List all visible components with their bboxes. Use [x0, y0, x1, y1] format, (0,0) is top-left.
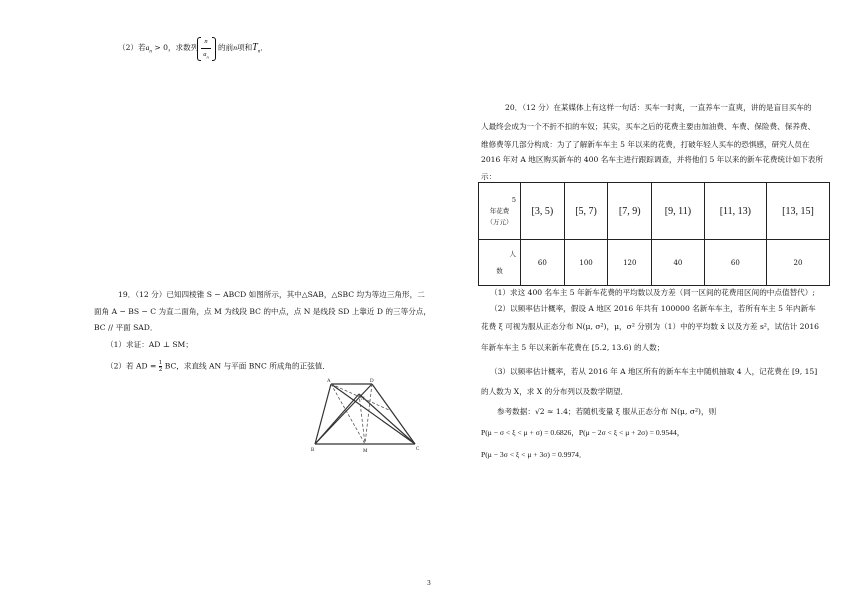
table-cell-interval: [9, 11)	[652, 183, 705, 240]
table-cell-interval: [5, 7)	[564, 183, 608, 240]
q20-sub2-line3: 年新车车主 5 年以来新车花费在 [5.2, 13.6) 的人数；	[481, 343, 665, 352]
table-cell-count: 40	[652, 240, 705, 286]
table-cell-interval: [11, 13)	[704, 183, 766, 240]
q20-line-4: 2016 年对 A 地区购买新车的 400 名车主进行跟踪调查，并将他们 5 年以来的新车花费统计如下表所	[481, 155, 823, 164]
part2-var-a: a	[145, 43, 150, 52]
q20-line-2: 人最终会成为一个不折不扣的车奴；其实，买车之后的花费主要由加油费、车费、保险费、保养费、	[481, 122, 816, 131]
part2-frac-den: $a_n$	[203, 51, 209, 60]
table-cell-count: 20	[766, 240, 829, 286]
part2-frac-bar	[201, 48, 211, 49]
table-cell-count: 60	[704, 240, 766, 286]
reference-data-line2: P(μ − σ < ξ < μ + σ) = 0.6826，P(μ − 2σ < ξ < μ + 2σ) = 0.9544，	[481, 428, 685, 437]
part2-var-a-sub: n	[149, 49, 152, 55]
page-number: 3	[427, 580, 431, 587]
table-header-cost: 5 年花费 （万元）	[479, 183, 521, 240]
figure-label-n: N	[361, 397, 365, 402]
table-row-intervals	[479, 183, 830, 240]
sequence-problem-part2	[118, 43, 198, 58]
spending-table	[478, 182, 830, 286]
figure-label-a: A	[327, 379, 331, 384]
q19-line-2: 面角 A − BS − C 为直二面角，点 M 为线段 BC 的中点，点 N 是线段 SD 上靠近 D 的三等分点，	[94, 307, 431, 316]
table-row-counts	[479, 240, 830, 286]
q20-line-5: 示：	[481, 172, 497, 181]
pyramid-figure	[309, 376, 423, 456]
q20-sub1: （1）求这 400 名车主 5 年新车花费的平均数以及方差（同一区间的花费用区间的中点值替代）;	[490, 288, 815, 297]
q20-sub3-line1: （3）以频率估计概率，若从 2016 年 A 地区所有的新车车主中随机抽取 4 人，记花费在 [9, 15]	[490, 367, 818, 376]
table-cell-interval: [3, 5)	[521, 183, 565, 240]
figure-label-c: C	[416, 447, 420, 452]
q19-sub2: （2）若 AD = $\frac{1}{2}$ BC，求直线 AN 与平面 BNC 所成角的正弦值．	[106, 360, 330, 373]
q19-line-3: BC // 平面 SAD．	[94, 323, 158, 332]
q20-sub2-line2: 花费 ξ 可视为服从正态分布 N(μ, σ²)，μ，σ² 分别为（1）中的平均数 x̄ 以及方差 s²，试估计 2016	[481, 322, 819, 331]
table-cell-count: 120	[608, 240, 652, 286]
right-brace	[212, 37, 216, 61]
q20-sub2-line1: （2）以频率估计概率，假设 A 地区 2016 年共有 100000 名新车车主，若所有车主 5 年内新车	[490, 304, 816, 313]
figure-label-m: M	[363, 449, 368, 454]
part2-prefix: （2）若	[118, 43, 146, 52]
table-cell-interval: [7, 9)	[608, 183, 652, 240]
figure-label-d: D	[370, 379, 374, 384]
part2-suffix: 的前n项和$T_n$．	[218, 42, 268, 55]
table-cell-count: 60	[521, 240, 565, 286]
table-header-count: 人 数	[479, 240, 521, 286]
part2-gt: > 0，求数列	[154, 43, 199, 52]
reference-data-line1: 参考数据：√2 ≈ 1.4；若随机变量 ξ 服从正态分布 N(μ, σ²)，则	[497, 407, 717, 416]
figure-label-b: B	[311, 448, 315, 453]
part2-frac-num: n	[204, 38, 208, 45]
q19-sub1: （1）求证：AD ⊥ SM；	[106, 340, 193, 349]
q20-sub3-line2: 的人数为 X，求 X 的分布列以及数学期望．	[481, 387, 629, 396]
table-cell-count: 100	[564, 240, 608, 286]
reference-data-line3: P(μ − 3σ < ξ < μ + 3σ) = 0.9974．	[481, 450, 587, 459]
q20-line-1: 20．（12 分）在某媒体上有这样一句话：买车一时爽，一直养车一直爽，讲的是盲目买车的	[505, 103, 812, 112]
q20-line-3: 维修费等几部分构成：为了了解新车车主 5 年以来的花费，打破年轻人买车的恐惧感，研究人员在	[481, 140, 810, 149]
q19-line-1: 19．（12 分）已知四棱锥 S − ABCD 如图所示，其中△SAB，△SBC 均为等边三角形，二	[118, 290, 425, 299]
table-cell-interval: [13, 15]	[766, 183, 829, 240]
